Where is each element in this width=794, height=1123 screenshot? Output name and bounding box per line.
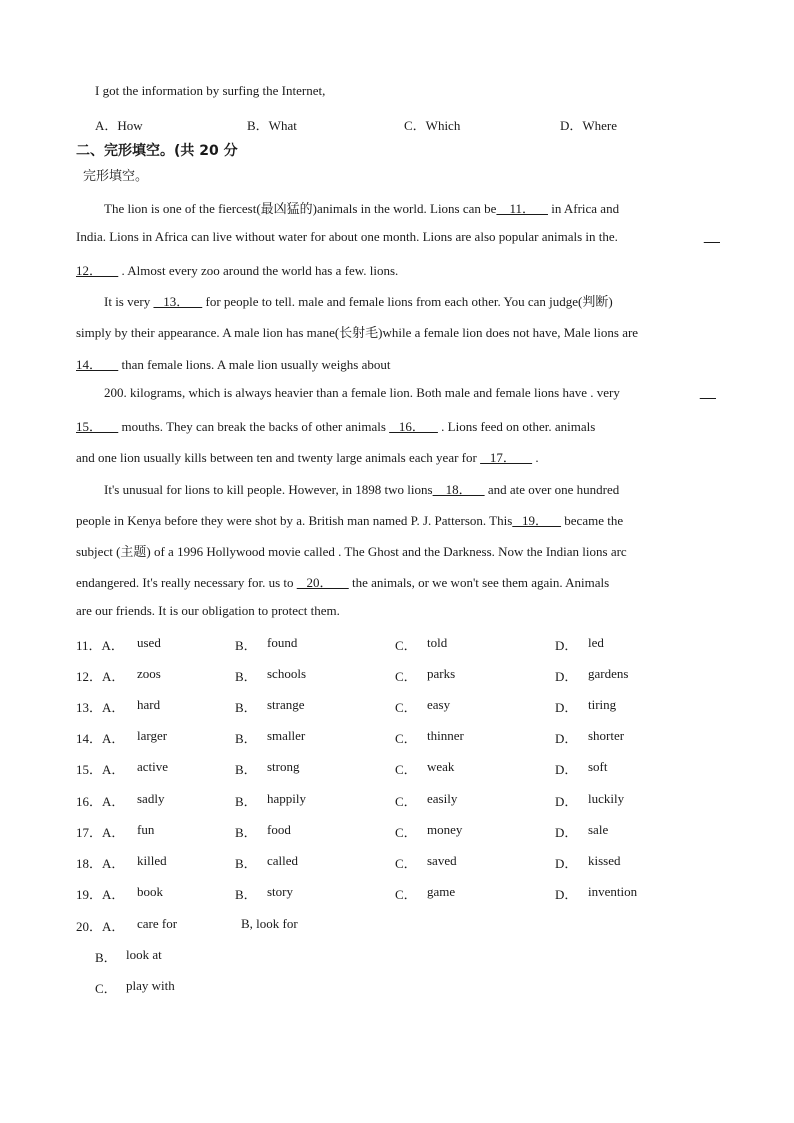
section-title: 二、完形填空。(共 20 分 — [76, 143, 238, 159]
passage-line: endangered. It's really necessary for. us to 20． the animals, or we won't see them again. Animals — [76, 575, 610, 590]
option-b: story — [267, 884, 293, 899]
option-d-label: D． — [555, 700, 578, 715]
prev-option-c: C．Which — [404, 118, 461, 133]
question-number: 11．A． — [76, 638, 124, 653]
prev-question-stem: I got the information by surfing the Internet, — [95, 83, 326, 98]
option-b-label: B． — [235, 825, 257, 840]
passage-line: It is very 13． for people to tell. male and female lions from each other. You can judge(判断) — [104, 294, 613, 309]
option-c-label: C． — [395, 638, 417, 653]
passage-line: subject (主题) of a 1996 Hollywood movie called . The Ghost and the Darkness. Now the Indian lions arc — [76, 544, 627, 559]
passage-line: 14． than female lions. A male lion usually weighs about — [76, 357, 391, 372]
option-c: thinner — [427, 728, 464, 743]
option-c: saved — [427, 853, 457, 868]
question-number: 19．A． — [76, 887, 125, 902]
option-a: killed — [137, 853, 167, 868]
passage-line: It's unusual for lions to kill people. However, in 1898 two lions 18． and ate over one hundred — [104, 482, 620, 497]
section-subtitle: 完形填空。 — [83, 169, 149, 184]
passage-line: 15． mouths. They can break the backs of other animals 16． . Lions feed on other. animals — [76, 419, 596, 434]
passage-line: and one lion usually kills between ten and twenty large animals each year for 17． . — [76, 450, 539, 465]
option-b-label: B． — [235, 638, 257, 653]
prev-option-a: A．How — [95, 118, 143, 133]
option-b: food — [267, 822, 291, 837]
option-a: book — [137, 884, 163, 899]
blank-12: 12． — [76, 263, 119, 278]
passage-line: people in Kenya before they were shot by a. British man named P. J. Patterson. This 19． became the — [76, 513, 624, 528]
option-c-label: C． — [395, 762, 417, 777]
option-c-label: C． — [395, 669, 417, 684]
option-c-label: C． — [395, 825, 417, 840]
option-c-label: C． — [395, 794, 417, 809]
option-d-label: D． — [555, 825, 578, 840]
option-b: called — [267, 853, 299, 868]
option-b: found — [267, 635, 298, 650]
passage-line: 200. kilograms, which is always heavier than a female lion. Both male and female lions have . very — [104, 385, 620, 400]
question-20-option-b-inline: B, look for — [241, 916, 298, 931]
question-number: 16．A． — [76, 794, 125, 809]
blank-18: 18． — [432, 482, 485, 497]
option-c: weak — [427, 759, 455, 774]
option-c-label: C． — [395, 731, 417, 746]
option-d: sale — [588, 822, 609, 837]
option-d-label: D． — [555, 856, 578, 871]
prev-option-b: B．What — [247, 118, 297, 133]
question-20-option-b: look at — [126, 947, 162, 962]
option-a: zoos — [137, 666, 161, 681]
option-b: strange — [267, 697, 305, 712]
prev-option-d: D．Where — [560, 118, 618, 133]
blank-14: 14． — [76, 357, 119, 372]
option-d-label: D． — [555, 669, 578, 684]
passage-line: 12． . Almost every zoo around the world has a few. lions. — [76, 263, 399, 278]
option-d-label: D． — [555, 762, 578, 777]
option-c-label: C． — [395, 700, 417, 715]
option-c: told — [427, 635, 448, 650]
option-b-label: B． — [235, 700, 257, 715]
option-d-label: D． — [555, 887, 578, 902]
question-20-option-c-label: C． — [95, 981, 117, 996]
blank-13: 13． — [153, 294, 203, 309]
option-d-label: D． — [555, 794, 578, 809]
option-c-label: C． — [395, 856, 417, 871]
question-20-option-a: care for — [137, 916, 178, 931]
option-d: tiring — [588, 697, 617, 712]
option-b-label: B． — [235, 887, 257, 902]
question-20-number: 20．A． — [76, 919, 125, 934]
option-d: shorter — [588, 728, 625, 743]
option-b: schools — [267, 666, 306, 681]
option-b-label: B． — [235, 794, 257, 809]
option-d: kissed — [588, 853, 621, 868]
option-c: game — [427, 884, 456, 899]
option-d: gardens — [588, 666, 629, 681]
question-number: 14．A． — [76, 731, 125, 746]
option-d: soft — [588, 759, 608, 774]
option-a: fun — [137, 822, 155, 837]
option-c: parks — [427, 666, 456, 681]
option-b: happily — [267, 791, 306, 806]
question-number: 15．A． — [76, 762, 125, 777]
option-c: easily — [427, 791, 458, 806]
option-a: larger — [137, 728, 168, 743]
passage-line: simply by their appearance. A male lion has mane(长射毛)while a female lion does not have, Male lions are — [76, 325, 639, 340]
option-c-label: C． — [395, 887, 417, 902]
option-c: easy — [427, 697, 451, 712]
option-c: money — [427, 822, 463, 837]
option-d: led — [588, 635, 604, 650]
blank-19: 19． — [512, 513, 562, 528]
option-d-label: D． — [555, 638, 578, 653]
option-b-label: B． — [235, 731, 257, 746]
blank-15: 15． — [76, 419, 119, 434]
option-b-label: B． — [235, 762, 257, 777]
passage-line: India. Lions in Africa can live without water for about one month. Lions are also popular animals in the. — [76, 229, 618, 244]
question-number: 13．A． — [76, 700, 125, 715]
blank-20: 20． — [296, 575, 349, 590]
blank-16: 16． — [389, 419, 438, 434]
option-b: strong — [267, 759, 300, 774]
option-a: sadly — [137, 791, 165, 806]
question-number: 12．A． — [76, 669, 125, 684]
question-20-option-b-label: B． — [95, 950, 117, 965]
blank-11: 11． — [496, 201, 548, 216]
option-a: used — [137, 635, 161, 650]
option-b: smaller — [267, 728, 306, 743]
option-d-label: D． — [555, 731, 578, 746]
option-b-label: B． — [235, 856, 257, 871]
option-d: luckily — [588, 791, 625, 806]
option-a: active — [137, 759, 169, 774]
question-number: 17．A． — [76, 825, 125, 840]
option-b-label: B． — [235, 669, 257, 684]
passage-line: The lion is one of the fiercest(最凶猛的)animals in the world. Lions can be 11． in Africa and — [104, 201, 620, 216]
option-a: hard — [137, 697, 161, 712]
option-d: invention — [588, 884, 638, 899]
passage-line: are our friends. It is our obligation to protect them. — [76, 603, 340, 618]
question-20-option-c: play with — [126, 978, 175, 993]
question-number: 18．A． — [76, 856, 125, 871]
blank-17: 17． — [480, 450, 533, 465]
